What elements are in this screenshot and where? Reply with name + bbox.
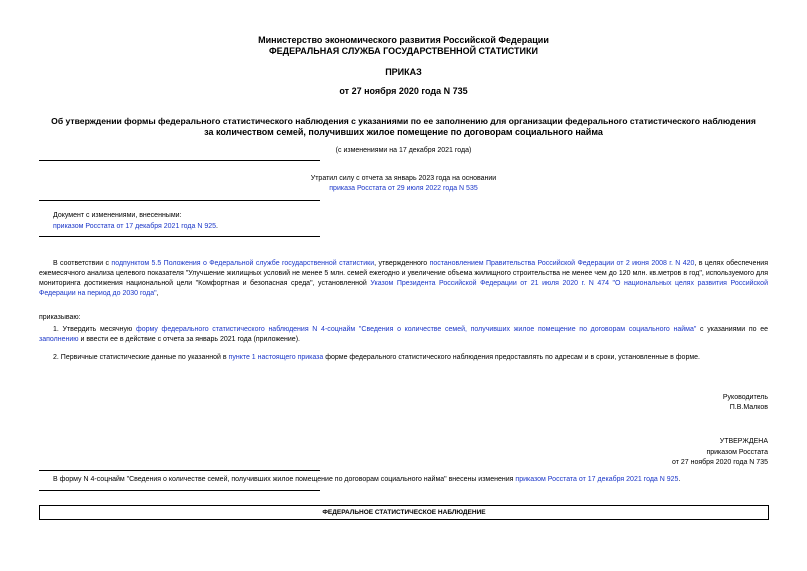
text: , в целях обеспечения ежемесячного анализа целевого показателя "Улучшение жилищных условий не менее 5 млн. семей ежегодно и увеличение объема жилищного строительства не менее чем до 120 млн. кв.метров в год", используемого для мониторинга достижения национальной цели "Комфортная и безопасная среда", установленной xyxy=(39,260,769,287)
approved-by: приказом Росстата xyxy=(706,449,768,456)
approved-word: УТВЕРЖДЕНА xyxy=(719,438,768,445)
form-note xyxy=(53,475,767,485)
regulation-link[interactable]: подпунктом 5.5 Положения о Федеральной службе государственной статистики xyxy=(111,260,375,267)
doc-changes-line xyxy=(53,222,218,232)
text: форме федерального статистического наблюдения предоставлять по адресам и в сроки, установленные в форме. xyxy=(323,354,700,361)
text: и ввести ее в действие с отчета за январь 2021 года (приложение). xyxy=(78,336,300,343)
resolution-link[interactable]: постановлением Правительства Российской Федерации от 2 июня 2008 г. N 420 xyxy=(429,260,695,267)
order-word: приказываю: xyxy=(39,314,81,321)
instructions-link[interactable]: заполнению xyxy=(39,336,79,343)
text: , утвержденного xyxy=(374,260,430,267)
text: , xyxy=(156,290,159,297)
divider xyxy=(39,160,320,161)
item-1 xyxy=(39,325,768,345)
text: 2. Первичные статистические данные по указанной в xyxy=(53,354,229,361)
item-2 xyxy=(39,353,768,363)
document-title-line1: Об утверждении формы федерального статистического наблюдения с указаниями по ее заполнению для организации федерального статистического наблюдения xyxy=(51,116,756,126)
text: В соответствии с xyxy=(53,260,112,267)
ministry-name: Министерство экономического развития Российской Федерации xyxy=(258,35,549,45)
decree-link[interactable]: Указом Президента Российской Федерации от 21 июля 2020 г. N 474 "О национальных целях развития Российской Федерации на период до 2030 года" xyxy=(39,280,768,297)
divider xyxy=(39,470,320,471)
text: . xyxy=(678,476,681,483)
federal-observation-box: ФЕДЕРАЛЬНОЕ СТАТИСТИЧЕСКОЕ НАБЛЮДЕНИЕ xyxy=(39,505,769,520)
order-date: от 27 ноября 2020 года N 735 xyxy=(339,86,468,96)
divider xyxy=(39,236,320,237)
approved-date: от 27 ноября 2020 года N 735 xyxy=(672,459,768,466)
signature-name: П.В.Малков xyxy=(729,404,768,411)
lost-force-text: Утратил силу с отчета за январь 2023 года на основании xyxy=(310,175,497,182)
text: В форму N 4-соцнайм "Сведения о количестве семей, получивших жилое помещение по договорам социального найма" внесены изменения xyxy=(53,476,516,483)
text: 1. Утвердить месячную xyxy=(53,326,136,333)
order-heading: ПРИКАЗ xyxy=(385,67,422,77)
changes-link[interactable]: приказом Росстата от 17 декабря 2021 года N 925 xyxy=(515,476,679,483)
text: с указаниями по ее xyxy=(696,326,768,333)
divider xyxy=(39,200,320,201)
form-link[interactable]: форму федерального статистического наблюдения N 4-соцнайм "Сведения о количестве семей, получивших жилое помещение по договорам социального найма" xyxy=(135,326,697,333)
service-name: ФЕДЕРАЛЬНАЯ СЛУЖБА ГОСУДАРСТВЕННОЙ СТАТИСТИКИ xyxy=(269,46,538,56)
doc-changes-text: Документ с изменениями, внесенными: xyxy=(53,212,182,219)
lost-force-link[interactable]: приказа Росстата от 29 июля 2022 года N 535 xyxy=(329,185,478,192)
doc-changes-tail: . xyxy=(216,223,218,230)
signature-role: Руководитель xyxy=(722,394,768,401)
doc-changes-link[interactable]: приказом Росстата от 17 декабря 2021 года N 925 xyxy=(53,223,217,230)
changes-note: (с изменениями на 17 декабря 2021 года) xyxy=(335,147,472,154)
preamble-paragraph xyxy=(39,259,768,299)
document-title-line2: за количеством семей, получивших жилое помещение по договорам социального найма xyxy=(204,127,603,137)
item-reference-link[interactable]: пункте 1 настоящего приказа xyxy=(228,354,324,361)
divider xyxy=(39,490,320,491)
